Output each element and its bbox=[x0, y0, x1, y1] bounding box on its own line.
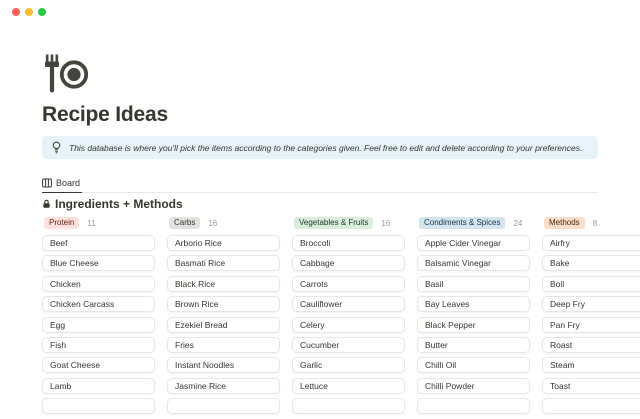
board-card[interactable]: Fries bbox=[167, 337, 280, 353]
column-count: 11 bbox=[87, 218, 96, 228]
fork-and-plate-icon bbox=[42, 52, 88, 95]
board-column bbox=[417, 216, 530, 419]
board-card[interactable]: Basil bbox=[417, 276, 530, 292]
board-card[interactable]: Chicken bbox=[42, 276, 155, 292]
column-tag[interactable]: Condiments & Spices bbox=[419, 217, 505, 229]
board-card[interactable]: Broccoli bbox=[292, 235, 405, 251]
zoom-window-button[interactable] bbox=[38, 8, 46, 16]
board-card[interactable]: Celery bbox=[292, 317, 405, 333]
board-card[interactable]: Steam bbox=[542, 357, 640, 373]
board-card[interactable]: Lettuce bbox=[292, 378, 405, 394]
board-column bbox=[42, 216, 155, 419]
column-tag[interactable]: Carbs bbox=[169, 217, 200, 229]
column-count: 24 bbox=[513, 218, 523, 228]
board-card[interactable]: Cauliflower bbox=[292, 296, 405, 312]
board-card-partial[interactable] bbox=[167, 398, 280, 414]
board-card-partial[interactable] bbox=[42, 398, 155, 414]
board-card[interactable]: Chilli Powder bbox=[417, 378, 530, 394]
column-count: 16 bbox=[381, 218, 391, 228]
column-header bbox=[544, 216, 640, 230]
board-card[interactable]: Bake bbox=[542, 255, 640, 271]
column-header bbox=[294, 216, 405, 230]
page-icon[interactable] bbox=[42, 52, 88, 95]
board-card[interactable]: Instant Noodles bbox=[167, 357, 280, 373]
view-tabs bbox=[42, 175, 598, 193]
column-tag[interactable]: Vegetables & Fruits bbox=[294, 217, 373, 229]
board-card-partial[interactable] bbox=[417, 398, 530, 414]
board-card[interactable]: Black Pepper bbox=[417, 317, 530, 333]
window-controls bbox=[12, 8, 46, 16]
tab-board-view[interactable] bbox=[42, 176, 82, 193]
board-card[interactable]: Bay Leaves bbox=[417, 296, 530, 312]
board-card-partial[interactable] bbox=[292, 398, 405, 414]
board-column bbox=[292, 216, 405, 419]
board-column bbox=[167, 216, 280, 419]
lock-icon bbox=[42, 199, 51, 209]
callout-text: This database is where you'll pick the items according to the categories given. Feel free to edit and delete according to your preferences. bbox=[69, 142, 583, 153]
board-card[interactable]: Arborio Rice bbox=[167, 235, 280, 251]
board-card[interactable]: Butter bbox=[417, 337, 530, 353]
board-card[interactable]: Chicken Carcass bbox=[42, 296, 155, 312]
column-tag[interactable]: Protein bbox=[44, 217, 79, 229]
board-card[interactable]: Apple Cider Vinegar bbox=[417, 235, 530, 251]
board-card[interactable]: Roast bbox=[542, 337, 640, 353]
board-card[interactable]: Ezekiel Bread bbox=[167, 317, 280, 333]
board-card[interactable]: Garlic bbox=[292, 357, 405, 373]
board-card[interactable]: Fish bbox=[42, 337, 155, 353]
minimize-window-button[interactable] bbox=[25, 8, 33, 16]
column-header bbox=[419, 216, 530, 230]
database-heading bbox=[42, 197, 183, 211]
board-card[interactable]: Goat Cheese bbox=[42, 357, 155, 373]
board-card[interactable]: Pan Fry bbox=[542, 317, 640, 333]
board-card-partial[interactable] bbox=[542, 398, 640, 414]
lightbulb-icon bbox=[52, 141, 61, 154]
board-card[interactable]: Jasmine Rice bbox=[167, 378, 280, 394]
column-header bbox=[169, 216, 280, 230]
callout bbox=[42, 136, 598, 159]
board-card[interactable]: Lamb bbox=[42, 378, 155, 394]
board-card[interactable]: Cucumber bbox=[292, 337, 405, 353]
close-window-button[interactable] bbox=[12, 8, 20, 16]
column-tag[interactable]: Methods bbox=[544, 217, 585, 229]
board-view-icon bbox=[42, 178, 52, 188]
column-header bbox=[44, 216, 155, 230]
board-card[interactable]: Cabbage bbox=[292, 255, 405, 271]
database-title[interactable]: Ingredients + Methods bbox=[55, 197, 183, 211]
board-card[interactable]: Blue Cheese bbox=[42, 255, 155, 271]
column-count: 16 bbox=[208, 218, 218, 228]
board-card[interactable]: Basmati Rice bbox=[167, 255, 280, 271]
page-title[interactable]: Recipe Ideas bbox=[42, 103, 168, 126]
column-count: 8 bbox=[592, 218, 598, 228]
board-card[interactable]: Toast bbox=[542, 378, 640, 394]
board-card[interactable]: Egg bbox=[42, 317, 155, 333]
board bbox=[42, 216, 640, 419]
board-card[interactable]: Airfry bbox=[542, 235, 640, 251]
board-card[interactable]: Brown Rice bbox=[167, 296, 280, 312]
tab-board-label: Board bbox=[56, 178, 81, 188]
board-card[interactable]: Black Rice bbox=[167, 276, 280, 292]
board-card[interactable]: Boil bbox=[542, 276, 640, 292]
board-card[interactable]: Carrots bbox=[292, 276, 405, 292]
board-card[interactable]: Beef bbox=[42, 235, 155, 251]
board-card[interactable]: Deep Fry bbox=[542, 296, 640, 312]
board-card[interactable]: Chilli Oil bbox=[417, 357, 530, 373]
board-card[interactable]: Balsamic Vinegar bbox=[417, 255, 530, 271]
board-column bbox=[542, 216, 640, 419]
